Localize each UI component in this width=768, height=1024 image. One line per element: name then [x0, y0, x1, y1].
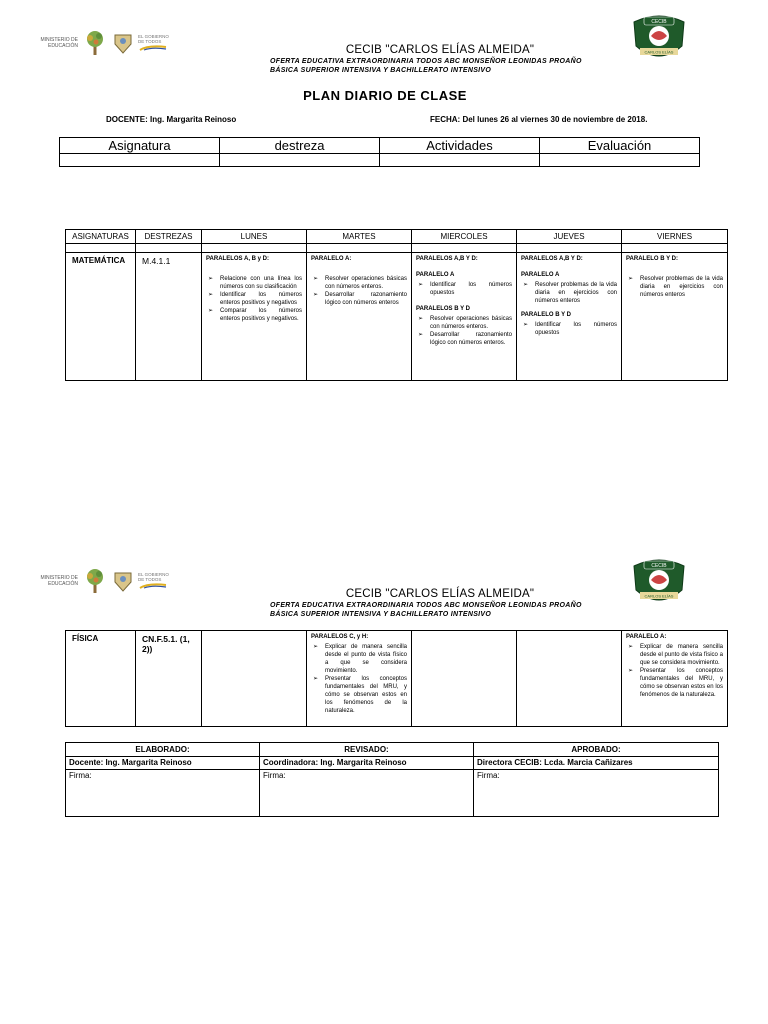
- offer-line-2-page2: BÁSICA SUPERIOR INTENSIVA Y BACHILLERATO INTENSIVO: [270, 611, 492, 618]
- activity-item: ➢ Resolver problemas de la vida diaria en ejercicios con números enteros: [640, 275, 723, 299]
- offer-line-2: BÁSICA SUPERIOR INTENSIVA Y BACHILLERATO INTENSIVO: [270, 67, 492, 74]
- activity-item: ➢ Desarrollar razonamiento lógico con números enteros: [325, 291, 407, 307]
- math-skill: M.4.1.1: [136, 253, 202, 381]
- summary-table: [59, 137, 700, 167]
- empty-cell: [220, 154, 380, 167]
- physics-miercoles-cell: [412, 631, 517, 727]
- spacer-cell: [66, 244, 136, 253]
- weekly-table: [65, 229, 728, 381]
- fecha-label: FECHA: Del lunes 26 al viernes 30 de noviembre de 2018.: [430, 115, 648, 124]
- elaborado-name: Docente: Ing. Margarita Reinoso: [66, 757, 260, 770]
- miercoles-activities-2: [416, 315, 512, 347]
- math-subject: MATEMÁTICA: [66, 253, 136, 381]
- lunes-heading: PARALELOS A, B y D:: [206, 256, 270, 262]
- col-jueves: JUEVES: [517, 230, 622, 244]
- gobierno-logo-text: [138, 34, 174, 53]
- empty-cell: [540, 154, 700, 167]
- physics-table: [65, 630, 728, 727]
- physics-martes-cell: [307, 631, 412, 727]
- math-viernes-cell: [622, 253, 728, 381]
- jueves-sub2: PARALELO B Y D: [521, 312, 572, 318]
- lunes-activities: [206, 275, 302, 323]
- revisado-firma: Firma:: [260, 770, 474, 817]
- activity-item: ➢ Resolver problemas de la vida diaria en ejercicios con números enteros: [535, 281, 617, 305]
- empty-cell: [380, 154, 540, 167]
- miercoles-heading: PARALELOS A,B Y D:: [416, 256, 478, 262]
- docente-label: DOCENTE: Ing. Margarita Reinoso: [106, 115, 237, 124]
- spacer-cell: [412, 244, 517, 253]
- ministry-logos-page2: [36, 566, 180, 596]
- math-lunes-cell: [202, 253, 307, 381]
- physics-viernes-activities: [626, 643, 723, 699]
- physics-skill: CN.F.5.1. (1, 2)): [136, 631, 202, 727]
- gobierno-logo-text: [138, 572, 174, 591]
- physics-viernes-heading: PARALELO A:: [626, 634, 667, 640]
- coat-of-arms-icon: [112, 31, 134, 55]
- martes-activities: [311, 275, 407, 307]
- svg-text:CECIB: CECIB: [651, 19, 667, 25]
- revisado-header: REVISADO:: [260, 743, 474, 757]
- col-lunes: LUNES: [202, 230, 307, 244]
- page-title: PLAN DIARIO DE CLASE: [303, 88, 467, 103]
- revisado-name: Coordinadora: Ing. Margarita Reinoso: [260, 757, 474, 770]
- physics-martes-heading: PARALELOS C, y H:: [311, 634, 369, 640]
- empty-cell: [60, 154, 220, 167]
- ministerio-logo-text: MINISTERIO DE EDUCACIÓN: [40, 37, 78, 49]
- spacer-cell: [517, 244, 622, 253]
- activity-item: ➢ Presentar los conceptos fundamentales del MRU, y cómo se observan estos en los fenómenos de la naturaleza.: [325, 675, 407, 715]
- viernes-activities: [626, 275, 723, 299]
- aprobado-firma: Firma:: [474, 770, 719, 817]
- elaborado-firma: Firma:: [66, 770, 260, 817]
- activity-item: ➢ Presentar los conceptos fundamentales del MRU, y cómo se observan estos en los fenómenos de la naturaleza.: [640, 667, 723, 699]
- gobierno-text: EL GOBIERNO DE TODOS: [138, 33, 169, 45]
- flag-swoosh-icon: [138, 45, 168, 51]
- math-miercoles-cell: [412, 253, 517, 381]
- elaborado-header: ELABORADO:: [66, 743, 260, 757]
- aprobado-name: Directora CECIB: Lcda. Marcia Cañizares: [474, 757, 719, 770]
- activity-item: ➢ Identificar los números opuestos: [535, 321, 617, 337]
- offer-line-1: OFERTA EDUCATIVA EXTRAORDINARIA TODOS ABC MONSEÑOR LEONIDAS PROAÑO: [270, 58, 582, 65]
- ministerio-logo-text: MINISTERIO DE EDUCACIÓN: [40, 575, 78, 587]
- jueves-activities-1: [521, 281, 617, 305]
- physics-row: [66, 631, 728, 727]
- aprobado-header: APROBADO:: [474, 743, 719, 757]
- activity-item: ➢ Identificar los números opuestos: [430, 281, 512, 297]
- col-actividades: Actividades: [380, 138, 540, 154]
- ministry-logos: [36, 28, 180, 58]
- col-martes: MARTES: [307, 230, 412, 244]
- col-evaluacion: Evaluación: [540, 138, 700, 154]
- flag-swoosh-icon: [138, 583, 168, 589]
- activity-item: ➢ Relacione con una línea los números con su clasificación: [220, 275, 302, 291]
- svg-text:CARLOS ELÍAS: CARLOS ELÍAS: [644, 49, 674, 55]
- math-martes-cell: [307, 253, 412, 381]
- physics-lunes-cell: [202, 631, 307, 727]
- jueves-activities-2: [521, 321, 617, 337]
- martes-heading: PARALELO A:: [311, 256, 352, 262]
- coat-of-arms-icon: [112, 569, 134, 593]
- signature-table: [65, 742, 719, 817]
- miercoles-sub1: PARALELO A: [416, 272, 455, 278]
- activity-item: ➢ Explicar de manera sencilla desde el punto de vista físico a que se considera movimiento.: [325, 643, 407, 675]
- activity-item: ➢ Resolver operaciones básicas con números enteros.: [430, 315, 512, 331]
- col-miercoles: MIERCOLES: [412, 230, 517, 244]
- math-jueves-cell: [517, 253, 622, 381]
- math-row: [66, 253, 728, 381]
- school-name: CECIB "CARLOS ELÍAS ALMEIDA": [345, 44, 535, 56]
- col-asignatura: Asignatura: [60, 138, 220, 154]
- col-destrezas: DESTREZAS: [136, 230, 202, 244]
- offer-line-1-page2: OFERTA EDUCATIVA EXTRAORDINARIA TODOS ABC MONSEÑOR LEONIDAS PROAÑO: [270, 602, 582, 609]
- svg-text:CECIB: CECIB: [651, 563, 667, 569]
- school-emblem-icon: [630, 556, 688, 608]
- spacer-cell: [136, 244, 202, 253]
- activity-item: ➢ Desarrollar razonamiento lógico con números enteros.: [430, 331, 512, 347]
- school-name-page2: CECIB "CARLOS ELÍAS ALMEIDA": [345, 588, 535, 600]
- viernes-heading: PARALELO B Y D:: [626, 256, 679, 262]
- tree-icon: [82, 29, 108, 57]
- physics-martes-activities: [311, 643, 407, 715]
- gobierno-text: EL GOBIERNO DE TODOS: [138, 571, 169, 583]
- miercoles-activities-1: [416, 281, 512, 297]
- miercoles-sub2: PARALELOS B Y D: [416, 306, 471, 312]
- activity-item: ➢ Explicar de manera sencilla desde el punto de vista físico a que se considera movimiento.: [640, 643, 723, 667]
- col-viernes: VIERNES: [622, 230, 728, 244]
- physics-subject: FÍSICA: [66, 631, 136, 727]
- spacer-cell: [202, 244, 307, 253]
- col-destreza: destreza: [220, 138, 380, 154]
- jueves-sub1: PARALELO A: [521, 272, 560, 278]
- activity-item: ➢ Resolver operaciones básicas con números enteros.: [325, 275, 407, 291]
- physics-viernes-cell: [622, 631, 728, 727]
- activity-item: ➢ Comparar los números enteros positivos y negativos.: [220, 307, 302, 323]
- jueves-heading: PARALELOS A,B Y D:: [521, 256, 583, 262]
- col-asignaturas: ASIGNATURAS: [66, 230, 136, 244]
- activity-item: ➢ Identificar los números enteros positivos y negativos: [220, 291, 302, 307]
- spacer-cell: [307, 244, 412, 253]
- spacer-cell: [622, 244, 728, 253]
- svg-text:CARLOS ELÍAS: CARLOS ELÍAS: [644, 593, 674, 599]
- physics-jueves-cell: [517, 631, 622, 727]
- school-emblem-icon: [630, 12, 688, 64]
- tree-icon: [82, 567, 108, 595]
